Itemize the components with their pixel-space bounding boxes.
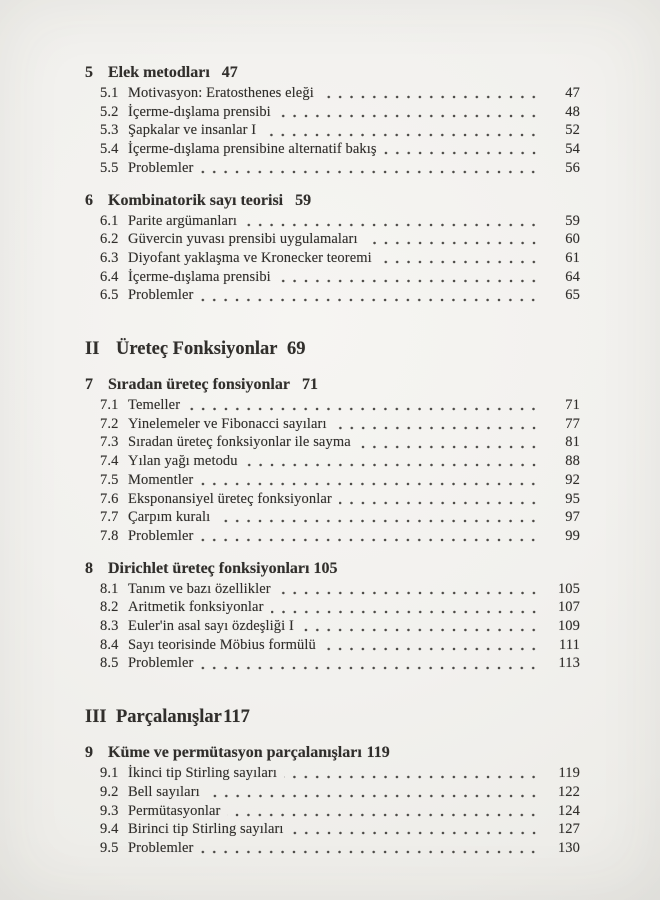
entry-title: Permütasyonlar xyxy=(128,802,221,819)
entry-number: 6.2 xyxy=(100,231,119,248)
entry-title: Motivasyon: Eratosthenes eleği xyxy=(128,85,314,101)
dot-leader xyxy=(301,628,543,632)
entry-title: Çarpım kuralı xyxy=(128,509,211,526)
entry-page-number: 77 xyxy=(565,415,580,432)
entry-page-number: 113 xyxy=(558,655,580,672)
entry-page-number: 59 xyxy=(565,212,580,229)
entry-title: Şapkalar ve insanlar I xyxy=(128,122,257,139)
entry-number: 9.3 xyxy=(100,802,119,819)
toc-entry-5 xyxy=(85,62,580,84)
entry-number: 7 xyxy=(85,376,93,394)
dot-leader xyxy=(200,170,543,174)
dot-leader xyxy=(271,610,544,614)
entry-number: 9.2 xyxy=(100,783,119,800)
entry-title: Birinci tip Stirling sayıları xyxy=(128,821,284,838)
entry-page-number: 119 xyxy=(558,765,580,782)
entry-number: 8.1 xyxy=(100,580,119,597)
entry-page-number: 65 xyxy=(565,287,580,304)
toc-entry-7.4 xyxy=(85,452,580,471)
entry-title: Yılan yağı metodu xyxy=(128,453,238,470)
entry-title: Sıradan üreteç fonksiyonlar ile sayma xyxy=(128,434,351,451)
entry-number: 8 xyxy=(85,559,93,577)
entry-title: Dirichlet üreteç fonksiyonları xyxy=(108,559,310,577)
toc-entry-8.2 xyxy=(85,598,580,617)
entry-number: 7.4 xyxy=(100,453,119,470)
dot-leader xyxy=(200,666,543,670)
entry-page-number: 111 xyxy=(559,636,580,653)
dot-leader xyxy=(384,151,543,155)
dot-leader xyxy=(207,794,543,798)
entry-number: 7.8 xyxy=(100,527,119,544)
entry-title: Sıradan üreteç fonsiyonlar xyxy=(108,376,290,394)
toc-entry-II xyxy=(85,336,580,362)
entry-title: Güvercin yuvası prensibi uygulamaları xyxy=(128,231,358,248)
entry-number: 5.5 xyxy=(100,159,119,176)
entry-title: Parite argümanları xyxy=(128,212,238,229)
toc-entry-5.1 xyxy=(85,84,580,103)
toc-entry-8.4 xyxy=(85,636,580,655)
toc-entry-9.4 xyxy=(85,820,580,839)
entry-number: 7.3 xyxy=(100,434,119,451)
entry-number: 6.4 xyxy=(100,268,119,285)
entry-page-number: 92 xyxy=(565,471,580,488)
entry-number: 9.1 xyxy=(100,765,119,782)
toc-entry-7.8 xyxy=(85,527,580,546)
dot-leader xyxy=(227,813,543,817)
toc-entry-8 xyxy=(85,558,580,580)
entry-page-number: 122 xyxy=(557,783,580,800)
table-of-contents xyxy=(85,62,580,858)
entry-number: 5 xyxy=(85,64,93,81)
entry-title: İçerme-dışlama prensibine alternatif bakış xyxy=(128,141,377,158)
dot-leader xyxy=(200,538,543,542)
entry-page-number: 60 xyxy=(565,231,580,248)
toc-entry-5.3 xyxy=(85,121,580,140)
entry-title: Bell sayıları xyxy=(128,783,200,800)
toc-entry-9.5 xyxy=(85,839,580,858)
entry-page-number: 97 xyxy=(565,509,580,526)
toc-entry-5.2 xyxy=(85,103,580,122)
entry-number: 7.6 xyxy=(100,490,119,507)
toc-entry-8.5 xyxy=(85,654,580,673)
dot-leader xyxy=(278,114,543,118)
dot-leader xyxy=(278,591,543,595)
entry-title: İkinci tip Stirling sayıları xyxy=(128,765,277,782)
dot-leader xyxy=(278,279,543,283)
entry-number: III xyxy=(85,707,107,728)
entry-page-number: 81 xyxy=(565,434,580,451)
entry-number: 9.4 xyxy=(100,821,119,838)
dot-leader xyxy=(379,260,543,264)
entry-title: Problemler xyxy=(128,839,194,856)
toc-entry-8.1 xyxy=(85,580,580,599)
entry-number: 5.4 xyxy=(100,141,119,158)
toc-entry-7.5 xyxy=(85,471,580,490)
dot-leader xyxy=(334,426,543,430)
entry-title: Eksponansiyel üreteç fonksiyonlar xyxy=(128,490,332,507)
toc-entry-9 xyxy=(85,742,580,764)
entry-page-number: 88 xyxy=(565,453,580,470)
entry-page-number: 47 xyxy=(565,85,580,101)
toc-entry-7 xyxy=(85,374,580,396)
toc-entry-7.1 xyxy=(85,396,580,415)
entry-page-number: 105 xyxy=(313,559,338,577)
dot-leader xyxy=(200,850,543,854)
entry-page-number: 71 xyxy=(565,397,580,414)
toc-entry-7.7 xyxy=(85,508,580,527)
entry-number: 6.5 xyxy=(100,287,119,304)
entry-number: II xyxy=(85,339,100,360)
toc-entry-6.3 xyxy=(85,249,580,268)
entry-page-number: 61 xyxy=(565,249,580,266)
entry-number: 9 xyxy=(85,744,93,762)
entry-number: 5.2 xyxy=(100,103,119,120)
entry-number: 6 xyxy=(85,191,93,209)
entry-page-number: 99 xyxy=(565,527,580,544)
entry-page-number: 48 xyxy=(565,103,580,120)
entry-number: 7.1 xyxy=(100,397,119,414)
entry-title: Euler'in asal sayı özdeşliği I xyxy=(128,618,294,635)
toc-entry-8.3 xyxy=(85,617,580,636)
entry-title: Momentler xyxy=(128,471,194,488)
entry-number: 7.5 xyxy=(100,471,119,488)
entry-title: Problemler xyxy=(128,527,194,544)
entry-page-number: 54 xyxy=(565,141,580,158)
entry-title: Sayı teorisinde Möbius formülü xyxy=(128,636,316,653)
toc-entry-7.6 xyxy=(85,490,580,509)
toc-entry-6.4 xyxy=(85,268,580,287)
entry-page-number: 69 xyxy=(287,339,306,360)
entry-number: 8.5 xyxy=(100,655,119,672)
entry-page-number: 109 xyxy=(557,618,580,635)
entry-number: 9.5 xyxy=(100,839,119,856)
dot-leader xyxy=(187,407,543,411)
entry-number: 8.4 xyxy=(100,636,119,653)
entry-page-number: 124 xyxy=(557,802,580,819)
entry-title: İçerme-dışlama prensibi xyxy=(128,268,271,285)
entry-page-number: 127 xyxy=(557,821,580,838)
entry-page-number: 56 xyxy=(565,159,580,176)
dot-leader xyxy=(200,298,543,302)
entry-number: 6.1 xyxy=(100,212,119,229)
entry-page-number: 105 xyxy=(557,580,580,597)
toc-entry-9.3 xyxy=(85,802,580,821)
entry-page-number: 130 xyxy=(557,839,580,856)
toc-entry-7.2 xyxy=(85,415,580,434)
entry-number: 5.3 xyxy=(100,122,119,139)
dot-leader xyxy=(365,241,543,245)
entry-page-number: 52 xyxy=(565,122,580,139)
entry-title: Tanım ve bazı özellikler xyxy=(128,580,271,597)
entry-title: Problemler xyxy=(128,287,194,304)
entry-title: Yinelemeler ve Fibonacci sayıları xyxy=(128,415,327,432)
toc-entry-6.2 xyxy=(85,230,580,249)
entry-number: 6.3 xyxy=(100,249,119,266)
dot-leader xyxy=(217,519,543,523)
dot-leader xyxy=(200,482,543,486)
entry-title: Aritmetik fonksiyonlar xyxy=(128,599,264,616)
toc-entry-5.5 xyxy=(85,159,580,178)
dot-leader xyxy=(358,445,543,449)
entry-number: 8.3 xyxy=(100,618,119,635)
toc-entry-6 xyxy=(85,190,580,212)
entry-page-number: 71 xyxy=(301,376,318,394)
entry-page-number: 95 xyxy=(565,490,580,507)
entry-title: Elek metodları xyxy=(108,64,210,81)
dot-leader xyxy=(323,647,543,651)
dot-leader xyxy=(284,775,543,779)
toc-entry-5.4 xyxy=(85,140,580,159)
toc-entry-6.1 xyxy=(85,212,580,231)
entry-page-number: 47 xyxy=(221,64,238,81)
dot-leader xyxy=(339,501,543,505)
entry-number: 5.1 xyxy=(100,85,119,101)
entry-title: Kombinatorik sayı teorisi xyxy=(108,191,284,209)
toc-entry-III xyxy=(85,704,580,730)
entry-title: İçerme-dışlama prensibi xyxy=(128,103,271,120)
entry-title: Problemler xyxy=(128,159,194,176)
entry-page-number: 59 xyxy=(295,191,312,209)
entry-number: 7.2 xyxy=(100,415,119,432)
entry-page-number: 64 xyxy=(565,268,580,285)
toc-entry-6.5 xyxy=(85,286,580,305)
entry-title: Problemler xyxy=(128,655,194,672)
toc-entry-9.1 xyxy=(85,764,580,783)
entry-title: Üreteç Fonksiyonlar xyxy=(116,339,278,360)
dot-leader xyxy=(321,95,543,99)
dot-leader xyxy=(291,831,543,835)
entry-page-number: 119 xyxy=(366,744,390,762)
dot-leader xyxy=(244,223,543,227)
entry-title: Temeller xyxy=(128,397,181,414)
entry-number: 7.7 xyxy=(100,509,119,526)
entry-title: Diyofant yaklaşma ve Kronecker teoremi xyxy=(128,249,372,266)
entry-number: 8.2 xyxy=(100,599,119,616)
entry-page-number: 117 xyxy=(223,707,250,728)
dot-leader xyxy=(245,463,543,467)
entry-title: Küme ve permütasyon parçalanışları xyxy=(108,744,362,762)
entry-title: Parçalanışlar xyxy=(116,707,222,728)
entry-page-number: 107 xyxy=(557,599,580,616)
dot-leader xyxy=(263,133,543,137)
toc-entry-9.2 xyxy=(85,783,580,802)
toc-entry-7.3 xyxy=(85,433,580,452)
